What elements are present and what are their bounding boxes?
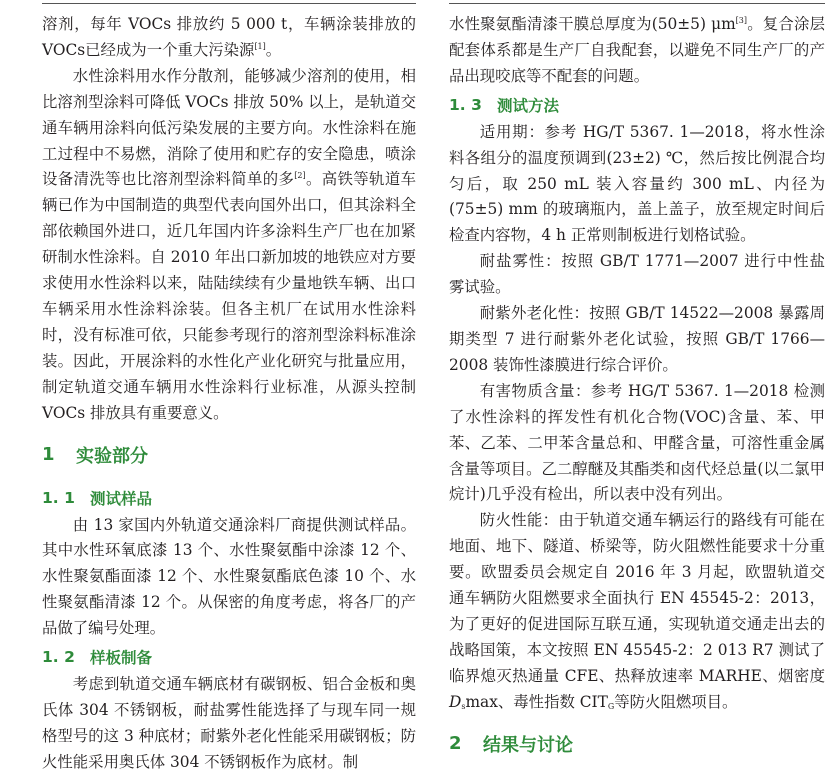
- top-rule-right: [449, 3, 825, 4]
- paragraph-uv-aging: 耐紫外老化性：按照 GB/T 14522—2008 暴露周期类型 7 进行耐紫外老化试验，按照 GB/T 1766—2008 装饰性漆膜进行综合评价。: [449, 304, 825, 374]
- symbol-ds: D: [449, 692, 462, 711]
- subsection-heading-test-methods: [449, 90, 825, 120]
- paragraph-film-thickness: [449, 12, 825, 90]
- symbol-subscript: G: [607, 701, 615, 711]
- section-number: 1: [42, 444, 55, 465]
- section-title: 结果与讨论: [483, 734, 573, 756]
- paragraph-text: 防火性能：由于轨道交通车辆运行的路线有可能在地面、地下、隧道、桥梁等，防火阻燃性能要求十分重要。欧盟委员会规定自 2016 年 3 月起，欧盟轨道交通车辆防火阻燃要求全面执行 EN 45545-2：2013，为了更好的促进国际互联互通，实现轨道交通走出去的战略国策，本文按照 EN 45545-2：2 013 R7 测试了临界熄灭热通量 CFE、热释放速率 MARHE、烟密度: [449, 511, 825, 685]
- section-heading-results: [449, 716, 825, 772]
- paragraph-samples: 由 13 家国内外轨道交通涂料厂商提供测试样品。其中水性环氧底漆 13 个、水性聚氨酯中涂漆 12 个、水性聚氨酯面漆 12 个、水性聚氨酯底色漆 10 个、水性聚氨酯清漆 12 个。从保密的角度考虑，将各厂的产品做了编号处理。: [42, 515, 416, 638]
- citation-ref: [1]: [254, 41, 266, 51]
- paragraph-fire-performance: [449, 508, 825, 715]
- symbol-subscript: s: [461, 701, 466, 711]
- subsection-title: 样板制备: [90, 649, 153, 668]
- subsection-number: 1. 2: [42, 648, 75, 667]
- subsection-title: 测试方法: [497, 96, 560, 115]
- paragraph-text: 水性涂料用水作分散剂，能够减少溶剂的使用，相比溶剂型涂料可降低 VOCs 排放 50% 以上，是轨道交通车辆用涂料向低污染发展的主要方向。水性涂料在施工过程中不易燃，消除了使用和贮存的安全隐患，喷涂设备清洗等也比溶剂型涂料简单的多: [42, 66, 416, 189]
- citation-ref: [2]: [294, 171, 306, 181]
- right-column: [449, 12, 825, 772]
- paragraph-text: 等防火阻燃项目。: [614, 692, 738, 711]
- section-heading-experimental: [42, 427, 416, 483]
- left-column: [42, 12, 416, 776]
- section-number: 2: [449, 733, 462, 755]
- paragraph-waterborne: [42, 64, 416, 427]
- subsection-number: 1. 1: [42, 488, 75, 507]
- paragraph-text: 溶剂，每年 VOCs 排放约 5 000 t，车辆涂装排放的 VOCs已经成为一个重大污染源: [42, 15, 416, 59]
- paragraph-text: 。复合涂层配套体系都是生产厂自我配套，以避免不同生产厂的产品出现咬底等不配套的问题。: [449, 15, 825, 85]
- subsection-number: 1. 3: [449, 95, 482, 114]
- paragraph-text: 水性聚氨酯清漆干膜总厚度为(50±5) μm: [449, 15, 736, 33]
- paragraph-text: 。: [265, 40, 282, 59]
- paragraph-salt-spray: 耐盐雾性：按照 GB/T 1771—2007 进行中性盐雾试验。: [449, 252, 825, 297]
- paragraph-hazardous-substances: 有害物质含量：参考 HG/T 5367. 1—2018 检测了水性涂料的挥发性有机化合物(VOC)含量、苯、甲苯、乙苯、二甲苯含量总和、甲醛含量，可溶性重金属含量等项目。乙二醇醚及其酯类和卤代烃总量(以二氯甲烷计)几乎没有检出，所以表中没有列出。: [449, 381, 825, 504]
- paragraph-pot-life: 适用期：参考 HG/T 5367. 1—2018，将水性涂料各组分的温度预调到(23±2) ℃，然后按比例混合均匀后，取 250 mL 装入容量约 300 mL、内径为(75±5) mm 的玻璃瓶内，盖上盖子，放至规定时间后检查内容物，4 h 正常则制板进行划格试验。: [449, 122, 825, 245]
- paragraph-intro-end: [42, 12, 416, 64]
- subsection-heading-panel-prep: [42, 642, 416, 672]
- subsection-title: 测试样品: [90, 489, 153, 508]
- subsection-heading-samples: [42, 483, 416, 513]
- paragraph-text: 。高铁等轨道车辆已作为中国制造的典型代表向国外出口，但其涂料全部依赖国外进口，近几年国内许多涂料生产厂也在加紧研制水性涂料。自 2010 年出口新加坡的地铁应对方要求使用水性涂料以来，陆陆续续有少量地铁车辆、出口车辆采用水性涂料涂装。但各主机厂在试用水性涂料时，没有标准可依，只能参考现行的溶剂型涂料标准涂装。因此，开展涂料的水性化产业化研究与批量应用，制定轨道交通车辆用水性涂料行业标准，从源头控制 VOCs 排放具有重要意义。: [42, 170, 416, 422]
- paragraph-panel-prep: 考虑到轨道交通车辆底材有碳钢板、铝合金板和奥氏体 304 不锈钢板，耐盐雾性能选择了与现车同一规格型号的这 3 种底材；耐紫外老化性能采用碳钢板；防火性能采用奥氏体 304 不锈钢板作为底材。制: [42, 675, 416, 771]
- section-title: 实验部分: [76, 445, 148, 467]
- citation-ref: [3]: [735, 16, 748, 25]
- paragraph-text: max、毒性指数 CIT: [465, 692, 608, 711]
- top-rule-left: [42, 3, 416, 4]
